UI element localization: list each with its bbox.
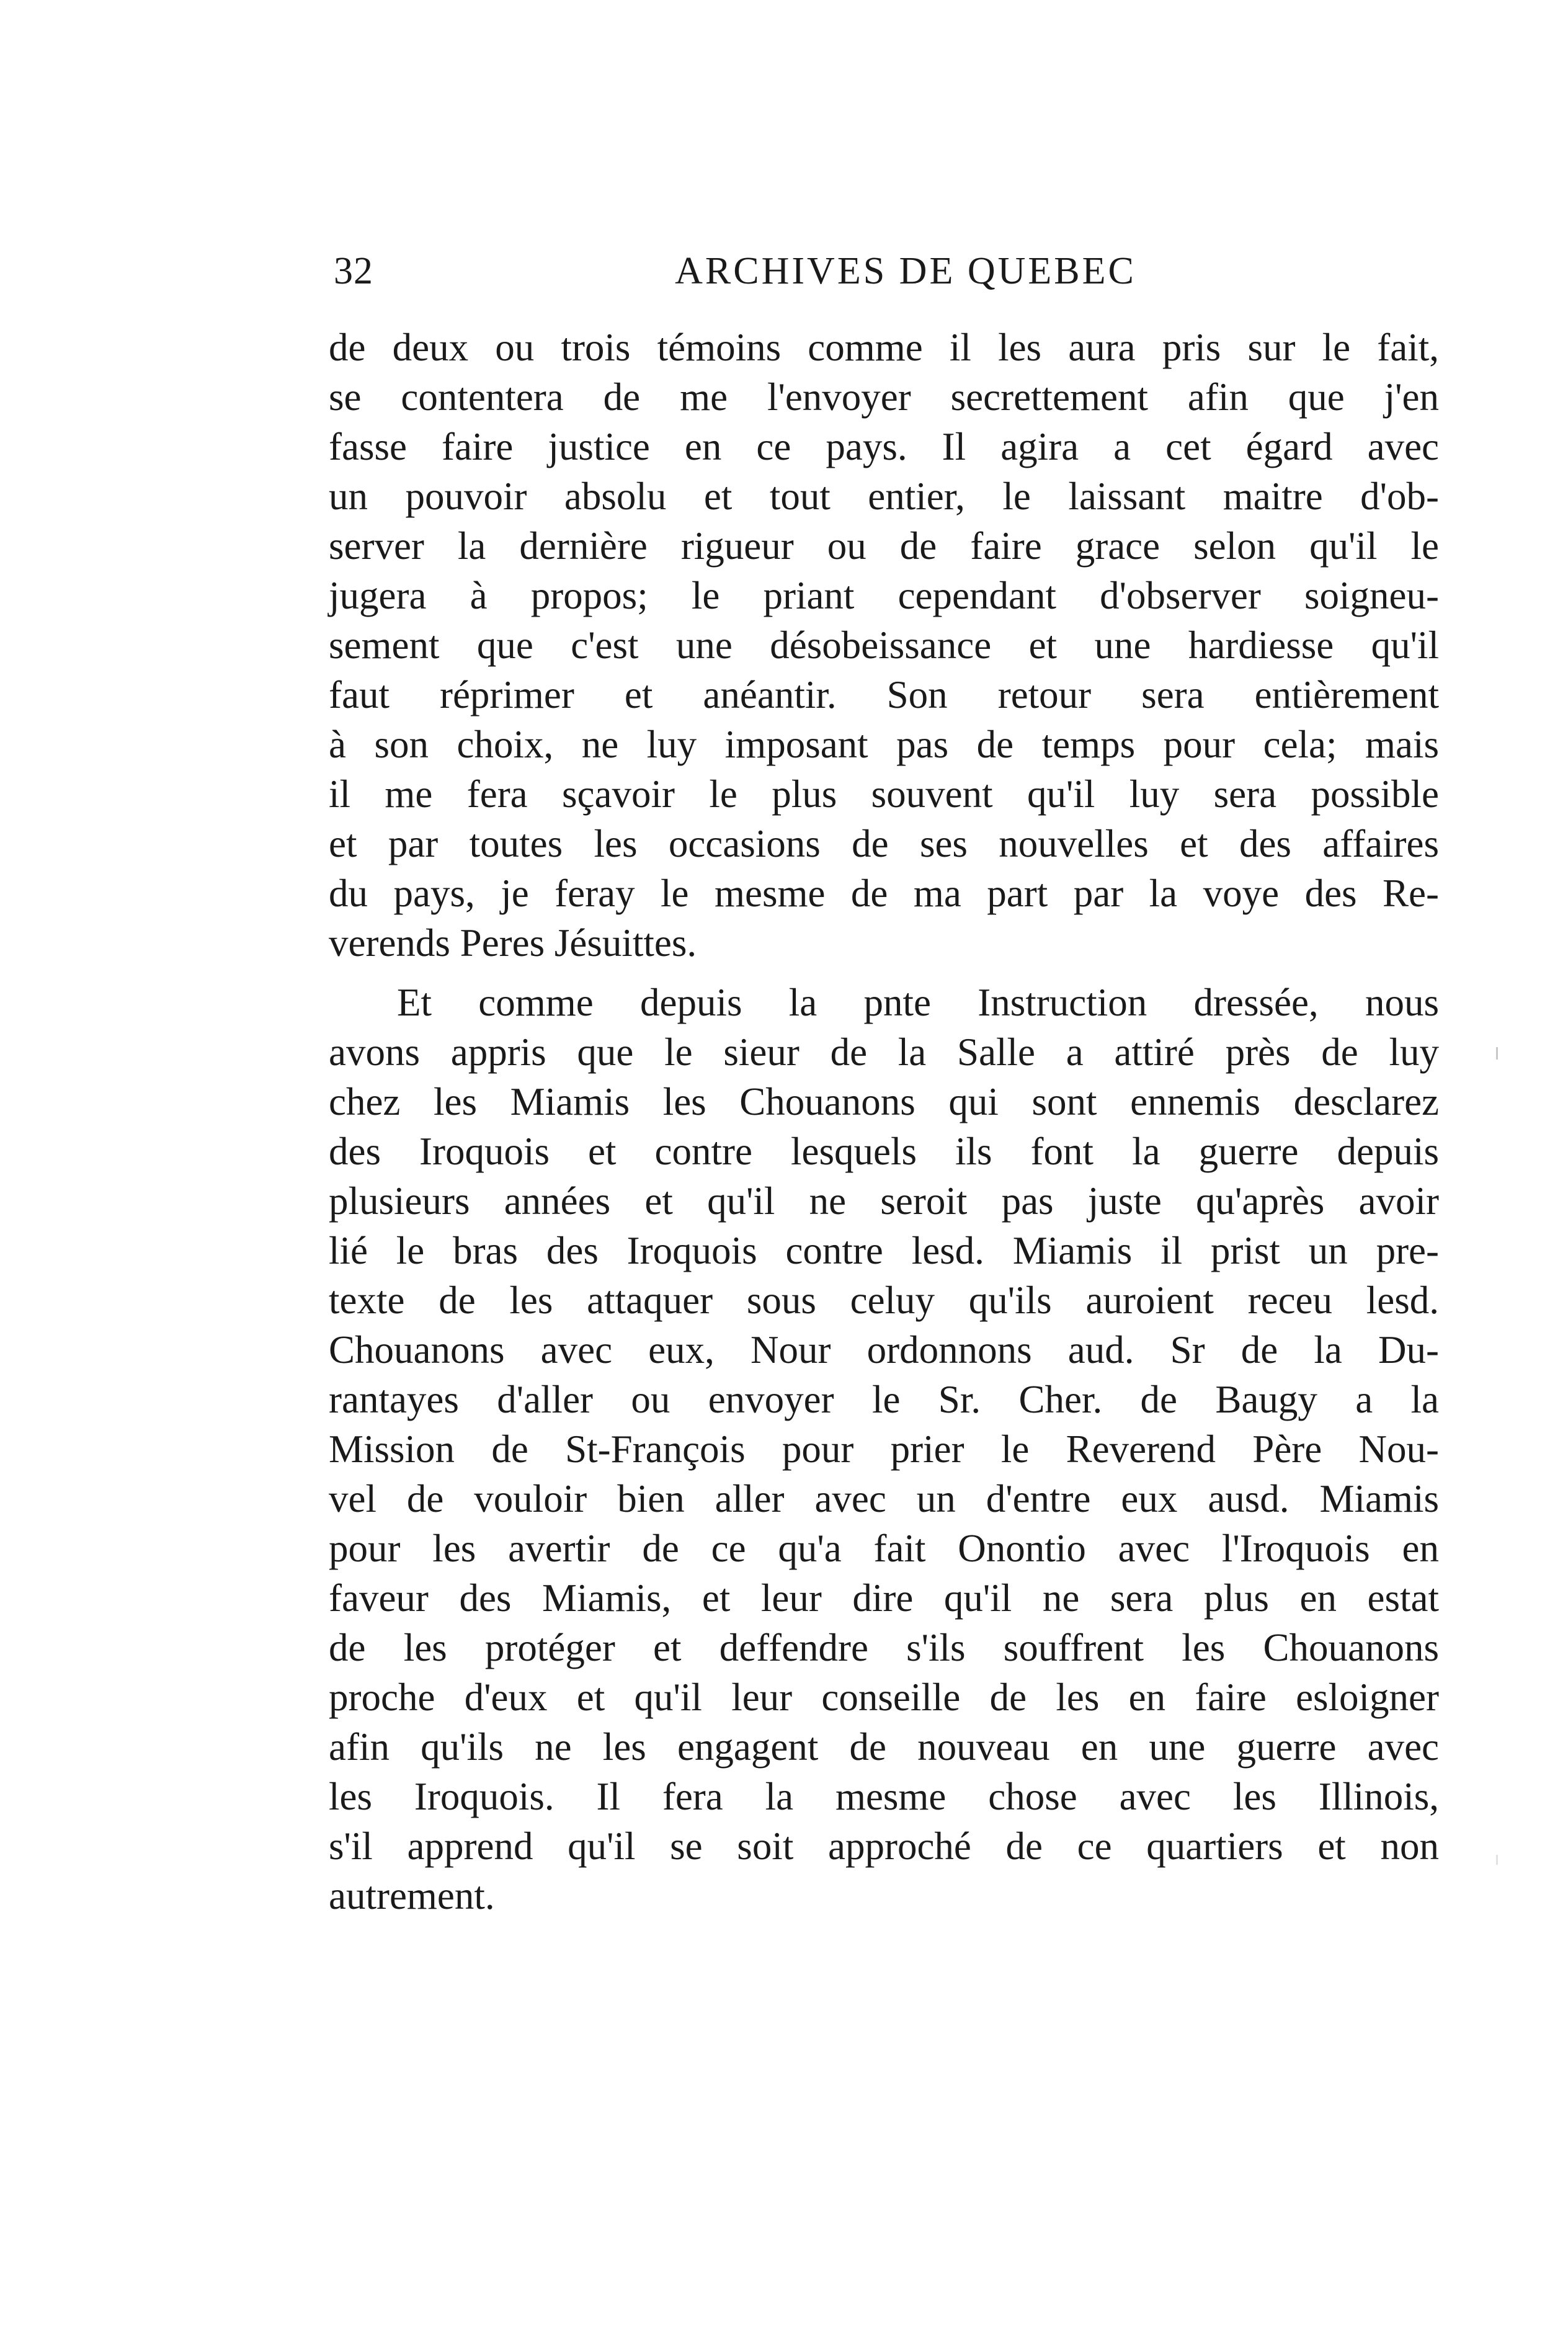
text-line: chez les Miamis les Chouanons qui sont ennemis desclarez xyxy=(329,1080,1439,1123)
text-line: rantayes d'aller ou envoyer le Sr. Cher. de Baugy a la xyxy=(329,1378,1439,1421)
paragraph-1 xyxy=(329,323,1439,968)
text-line: texte de les attaquer sous celuy qu'ils auroient receu lesd. xyxy=(329,1279,1439,1322)
text-line: Mission de St-François pour prier le Reverend Père Nou- xyxy=(329,1427,1439,1471)
text-line: vel de vouloir bien aller avec un d'entre eux ausd. Miamis xyxy=(329,1477,1439,1520)
text-line: il me fera sçavoir le plus souvent qu'il luy sera possible xyxy=(329,772,1439,816)
text-line: verends Peres Jésuittes. xyxy=(329,921,697,965)
text-line: fasse faire justice en ce pays. Il agira a cet égard avec xyxy=(329,425,1439,468)
page-header xyxy=(329,237,1439,305)
body-text xyxy=(329,323,1439,1921)
paragraph-gap xyxy=(329,968,1439,978)
text-line: proche d'eux et qu'il leur conseille de les en faire esloigner xyxy=(329,1676,1439,1719)
text-line: se contentera de me l'envoyer secrettement afin que j'en xyxy=(329,375,1439,419)
text-line: les Iroquois. Il fera la mesme chose avec les Illinois, xyxy=(329,1775,1439,1818)
running-title: ARCHIVES DE QUEBEC xyxy=(675,250,1136,292)
text-line: avons appris que le sieur de la Salle a attiré près de luy xyxy=(329,1030,1439,1074)
text-line: faveur des Miamis, et leur dire qu'il ne sera plus en estat xyxy=(329,1576,1439,1620)
text-line: Et comme depuis la pnte Instruction dressée, nous xyxy=(397,981,1439,1024)
scan-mark xyxy=(1496,1855,1498,1865)
text-line: de deux ou trois témoins comme il les aura pris sur le fait, xyxy=(329,326,1439,369)
text-line: s'il apprend qu'il se soit approché de ce quartiers et non xyxy=(329,1824,1439,1868)
text-line: un pouvoir absolu et tout entier, le laissant maitre d'ob- xyxy=(329,475,1439,518)
page-number: 32 xyxy=(334,250,373,292)
text-line: afin qu'ils ne les engagent de nouveau en une guerre avec xyxy=(329,1725,1439,1769)
text-line: Chouanons avec eux, Nour ordonnons aud. Sr de la Du- xyxy=(329,1328,1439,1372)
text-line: des Iroquois et contre lesquels ils font la guerre depuis xyxy=(329,1130,1439,1173)
text-line: jugera à propos; le priant cependant d'observer soigneu- xyxy=(329,574,1439,617)
text-line: du pays, je feray le mesme de ma part par la voye des Re- xyxy=(329,872,1439,915)
text-line: server la dernière rigueur ou de faire grace selon qu'il le xyxy=(329,524,1439,568)
text-line: plusieurs années et qu'il ne seroit pas juste qu'après avoir xyxy=(329,1179,1439,1223)
text-line: et par toutes les occasions de ses nouvelles et des affaires xyxy=(329,822,1439,865)
text-line: pour les avertir de ce qu'a fait Onontio avec l'Iroquois en xyxy=(329,1527,1439,1570)
text-line: sement que c'est une désobeissance et une hardiesse qu'il xyxy=(329,623,1439,667)
text-line: autrement. xyxy=(329,1874,495,1917)
text-line: de les protéger et deffendre s'ils souffrent les Chouanons xyxy=(329,1626,1439,1669)
scan-mark xyxy=(1496,1047,1498,1060)
text-line: à son choix, ne luy imposant pas de temps pour cela; mais xyxy=(329,723,1439,766)
paragraph-2 xyxy=(329,978,1439,1921)
text-line: faut réprimer et anéantir. Son retour sera entièrement xyxy=(329,673,1439,716)
text-line: lié le bras des Iroquois contre lesd. Miamis il prist un pre- xyxy=(329,1229,1439,1272)
